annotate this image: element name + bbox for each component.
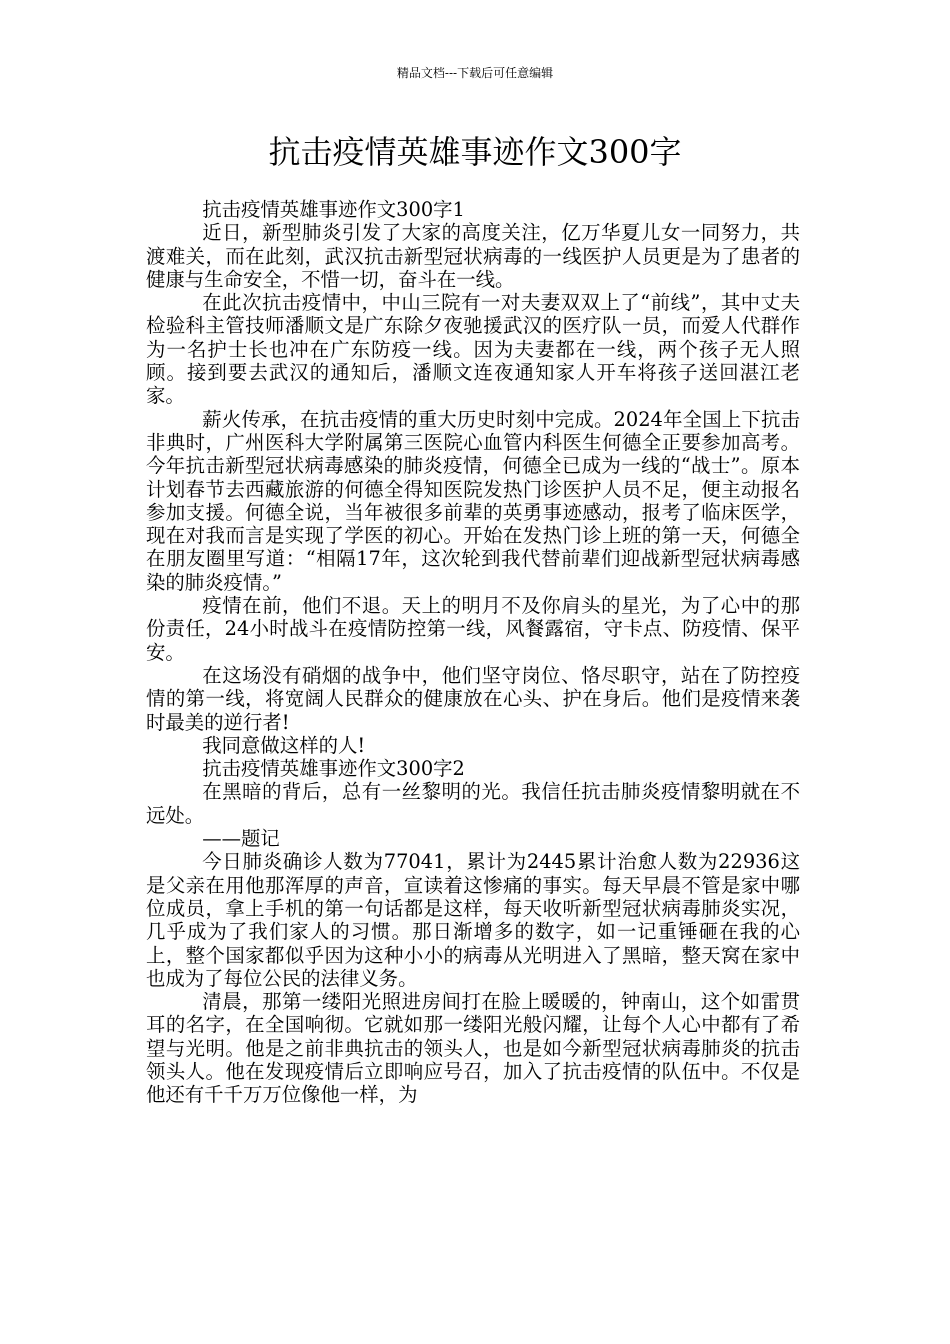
paragraph: 在黑暗的背后，总有一丝黎明的光。我信任抗击肺炎疫情黎明就在不远处。 bbox=[146, 780, 800, 827]
paragraph: 我同意做这样的人! bbox=[202, 733, 366, 757]
paragraph: 薪火传承，在抗击疫情的重大历史时刻中完成。2024年全国上下抗击非典时，广州医科大学附属第三医院心血管内科医生何德全正要参加高考。今年抗击新型冠状病毒感染的肺炎疫情，何德全已成为一线的“战士”。原本计划春节去西藏旅游的何德全得知医院发热门诊医护人员不足，便主动报名参加支援。何德全说，当年被很多前辈的英勇事迹感动，报考了临床医学，现在对我而言是实现了学医的初心。开始在发热门诊上班的第一天，何德全在朋友圈里写道：“相隔17年，这次轮到我代替前辈们迎战新型冠状病毒感染的肺炎疫情。” bbox=[146, 407, 800, 594]
epigraph-label: ——题记 bbox=[202, 827, 280, 851]
paragraph: 疫情在前，他们不退。天上的明月不及你肩头的星光，为了心中的那份责任，24小时战斗在疫情防控第一线，风餐露宿，守卡点、防疫情、保平安。 bbox=[146, 594, 800, 664]
paragraph: 在这场没有硝烟的战争中，他们坚守岗位、恪尽职守，站在了防控疫情的第一线，将宽阔人民群众的健康放在心头、护在身后。他们是疫情来袭时最美的逆行者! bbox=[146, 663, 800, 734]
document-body bbox=[146, 198, 800, 1107]
subheading-essay-2: 抗击疫情英雄事迹作文300字2 bbox=[202, 757, 465, 781]
paragraph: 在此次抗击疫情中，中山三院有一对夫妻双双上了“前线”，其中丈夫检验科主管技师潘顺文是广东除夕夜驰援武汉的医疗队一员，而爱人代群作为一名护士长也冲在广东防疫一线。因为夫妻都在一线，两个孩子无人照顾。接到要去武汉的通知后，潘顺文连夜通知家人开车将孩子送回湛江老家。 bbox=[146, 291, 800, 408]
paragraph: 近日，新型肺炎引发了大家的高度关注，亿万华夏儿女一同努力，共渡难关，而在此刻，武汉抗击新型冠状病毒的一线医护人员更是为了患者的健康与生命安全，不惜一切，奋斗在一线。 bbox=[146, 221, 800, 291]
subheading-essay-1: 抗击疫情英雄事迹作文300字1 bbox=[202, 198, 465, 221]
paragraph: 清晨，那第一缕阳光照进房间打在脸上暖暖的，钟南山，这个如雷贯耳的名字，在全国响彻。它就如那一缕阳光般闪耀，让每个人心中都有了希望与光明。他是之前非典抗击的领头人，也是如今新型冠状病毒肺炎的抗击领头人。他在发现疫情后立即响应号召，加入了抗击疫情的队伍中。不仅是他还有千千万万位像他一样，为 bbox=[146, 990, 800, 1107]
header-note: 精品文档---下载后可任意编辑 bbox=[396, 66, 554, 80]
document-title: 抗击疫情英雄事迹作文300字 bbox=[268, 133, 682, 171]
paragraph: 今日肺炎确诊人数为77041，累计为2445累计治愈人数为22936这是父亲在用他那浑厚的声音，宣读着这惨痛的事实。每天早晨不管是家中哪位成员，拿上手机的第一句话都是这样，每天收听新型冠状病毒肺炎实况，几乎成为了我们家人的习惯。那日渐增多的数字，如一记重锤砸在我的心上，整个国家都似乎因为这种小小的病毒从光明进入了黑暗，整天窝在家中也成为了每位公民的法律义务。 bbox=[146, 850, 800, 990]
